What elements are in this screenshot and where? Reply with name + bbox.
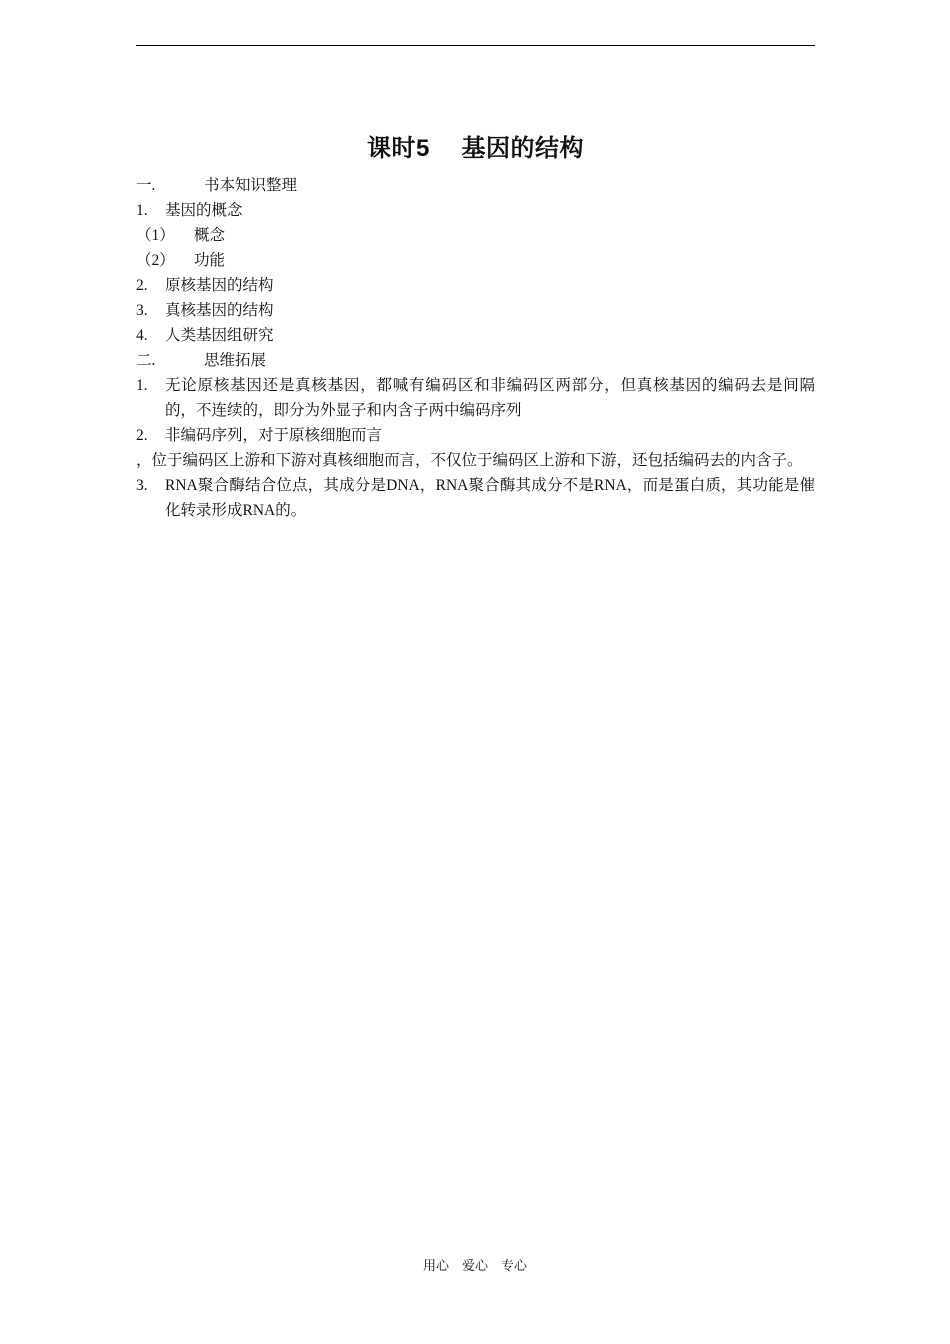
sub-item bbox=[136, 248, 815, 273]
item-number: 3. bbox=[136, 302, 148, 319]
page-footer: 用心 爱心 专心 bbox=[422, 1258, 527, 1273]
item-text: 无论原核基因还是真核基因，都喊有编码区和非编码区两部分，但真核基因的编码去是间隔的，不连续的，即分为外显子和内含子两中编码序列 bbox=[165, 377, 815, 419]
list-item bbox=[136, 423, 815, 448]
item-text: 人类基因组研究 bbox=[165, 327, 274, 344]
paragraph-continuation: ，位于编码区上游和下游对真核细胞而言，不仅位于编码区上游和下游，还包括编码去的内含子。 bbox=[136, 452, 803, 469]
section-heading bbox=[136, 173, 815, 198]
section-title: 书本知识整理 bbox=[204, 177, 298, 194]
list-item bbox=[136, 198, 815, 223]
section-number: 一. bbox=[136, 177, 156, 194]
item-number: 4. bbox=[136, 327, 148, 344]
list-item bbox=[136, 298, 815, 323]
sub-item-text: 功能 bbox=[194, 252, 226, 269]
document-body bbox=[136, 173, 815, 523]
section-heading bbox=[136, 348, 815, 373]
sub-item-number: （1） bbox=[136, 227, 175, 244]
item-text: 基因的概念 bbox=[165, 202, 243, 219]
section-title: 思维拓展 bbox=[204, 352, 267, 369]
item-text: 非编码序列，对于原核细胞而言 bbox=[165, 427, 383, 444]
item-text: RNA聚合酶结合位点，其成分是DNA，RNA聚合酶其成分不是RNA，而是蛋白质，其功能是催化转录形成RNA的。 bbox=[165, 477, 815, 519]
sub-item-text: 概念 bbox=[194, 227, 226, 244]
section-number: 二. bbox=[136, 352, 156, 369]
sub-item bbox=[136, 223, 815, 248]
item-number: 1. bbox=[136, 202, 148, 219]
item-text: 原核基因的结构 bbox=[165, 277, 274, 294]
list-item bbox=[136, 273, 815, 298]
item-number: 2. bbox=[136, 427, 148, 444]
item-text: 真核基因的结构 bbox=[165, 302, 274, 319]
item-number: 3. bbox=[136, 477, 148, 494]
list-item bbox=[136, 473, 815, 523]
page-title: 课时5 基因的结构 bbox=[366, 135, 584, 162]
list-item bbox=[136, 373, 815, 423]
item-number: 1. bbox=[136, 377, 148, 394]
header-rule bbox=[136, 45, 815, 46]
item-number: 2. bbox=[136, 277, 148, 294]
list-item bbox=[136, 323, 815, 348]
sub-item-number: （2） bbox=[136, 252, 175, 269]
